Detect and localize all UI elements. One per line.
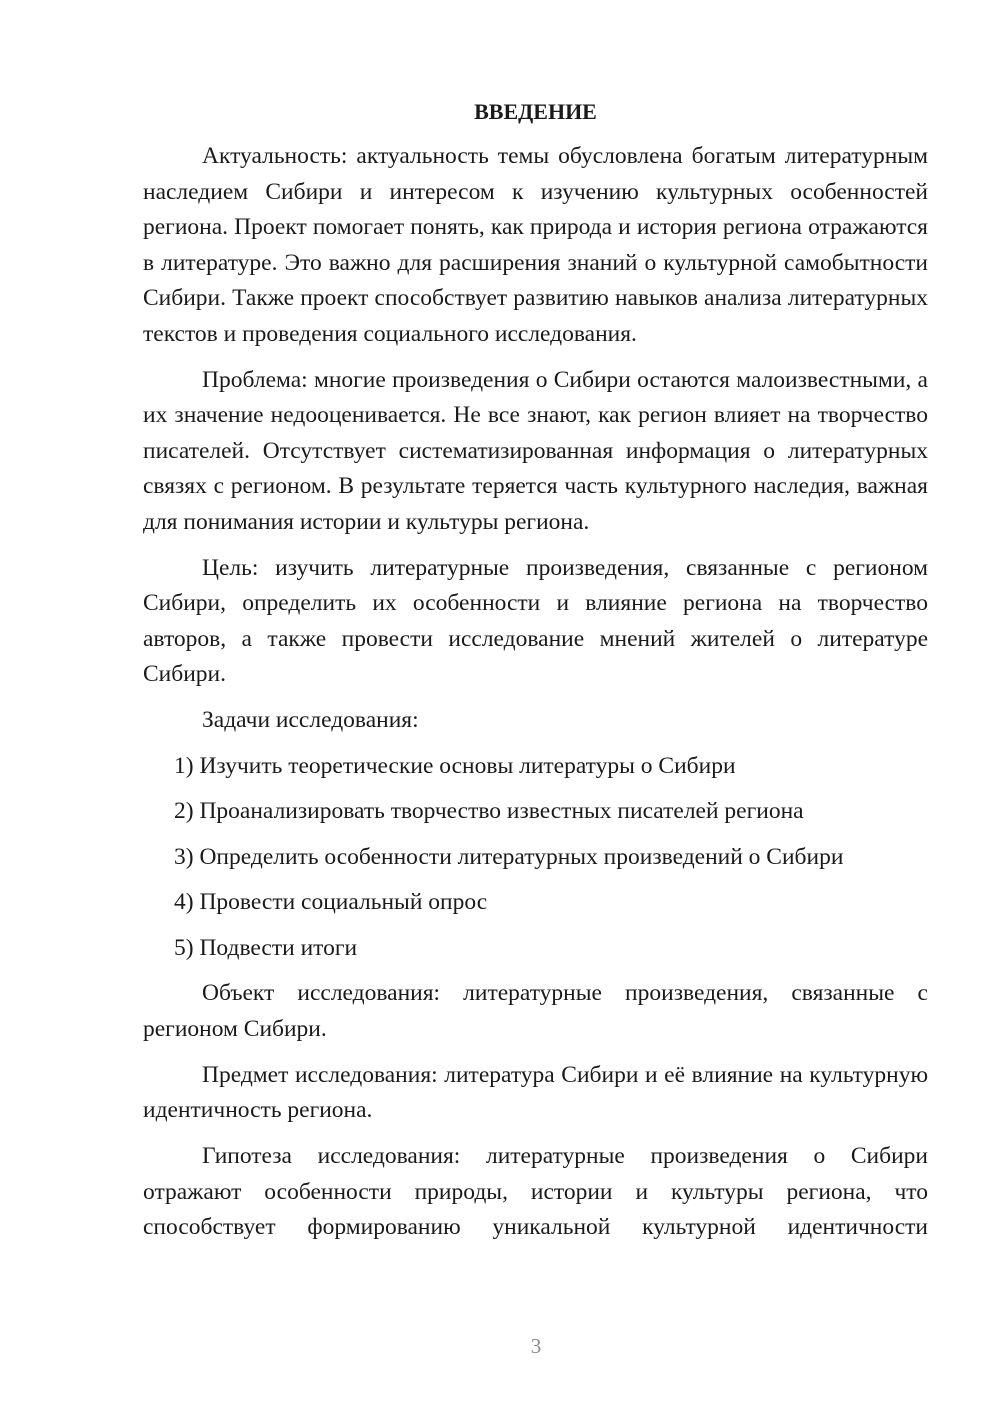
paragraph-goal: Цель: изучить литературные произведения, связанные с регионом Сибири, определить их особенности и влияние региона на творчество авторов, а также провести исследование мнений жителей о литературе Сибири. <box>143 554 928 687</box>
paragraph-hypothesis: Гипотеза исследования: литературные произведения о Сибири отражают особенности природы, истории и культуры региона, что способствует формированию уникальной культурной идентичности <box>143 1143 928 1240</box>
tasks-heading: Задачи исследования: <box>202 707 419 733</box>
list-item: 3) Определить особенности литературных произведений о Сибири <box>174 843 844 870</box>
paragraph-subject: Предмет исследования: литература Сибири и её влияние на культурную идентичность региона. <box>143 1061 928 1123</box>
paragraph-object: Объект исследования: литературные произведения, связанные с регионом Сибири. <box>143 980 928 1042</box>
list-item: 4) Провести социальный опрос <box>174 889 488 915</box>
page-content <box>143 94 928 1256</box>
list-item: 2) Проанализировать творчество известных писателей региона <box>174 798 804 824</box>
list-item: 1) Изучить теоретические основы литературы о Сибири <box>174 752 736 779</box>
section-title: ВВЕДЕНИЕ <box>474 99 597 124</box>
page-number: 3 <box>530 1334 542 1358</box>
paragraph-relevance: Актуальность: актуальность темы обусловлена богатым литературным наследием Сибири и интересом к изучению культурных особенностей региона. Проект помогает понять, как природа и история региона отражаются в литературе. Это важно для расширения знаний о культурной самобытности Сибири. Также проект способствует развитию навыков анализа литературных текстов и проведения социального исследования. <box>143 143 928 347</box>
paragraph-problem: Проблема: многие произведения о Сибири остаются малоизвестными, а их значение недооценивается. Не все знают, как регион влияет на творчество писателей. Отсутствует систематизированная информация о литературных связях с регионом. В результате теряется часть культурного наследия, важная для понимания истории и культуры региона. <box>143 366 928 535</box>
list-item: 5) Подвести итоги <box>174 934 358 961</box>
